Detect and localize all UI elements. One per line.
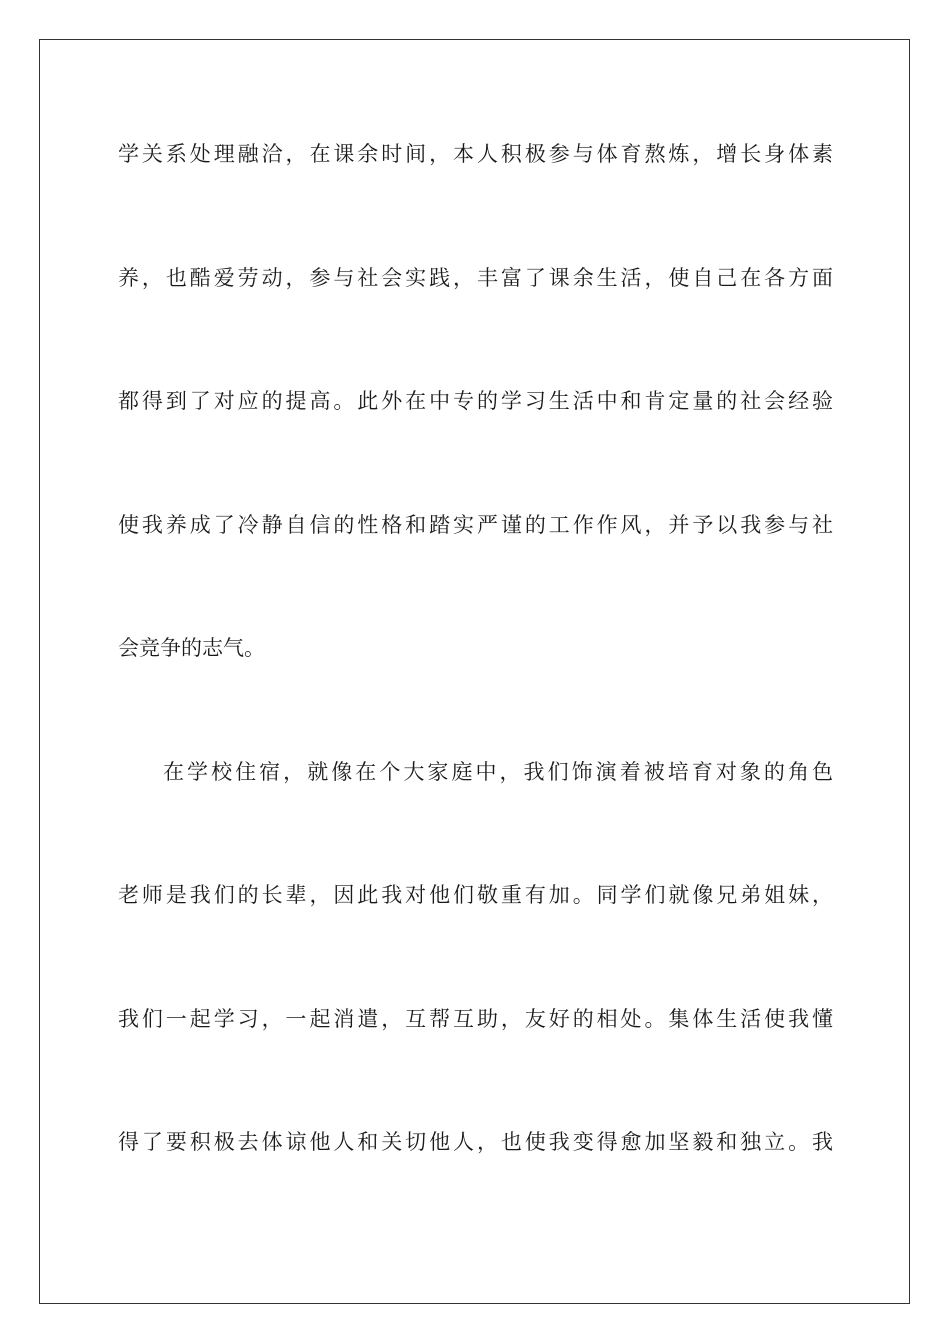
paragraph-line: 得了要积极去体谅他人和关切他人，也使我变得愈加坚毅和独立。我 <box>118 1130 833 1154</box>
paragraph-line: 使我养成了冷静自信的性格和踏实严谨的工作作风，并予以我参与社 <box>118 513 833 537</box>
paragraph-line: 在学校住宿，就像在个大家庭中，我们饰演着被培育对象的角色 <box>163 760 833 784</box>
paragraph-line: 养，也酷爱劳动，参与社会实践，丰富了课余生活，使自己在各方面 <box>118 266 833 290</box>
document-page <box>39 39 910 1304</box>
paragraph-line: 会竞争的志气。 <box>118 636 265 660</box>
paragraph-line: 我们一起学习，一起消遣，互帮互助，友好的相处。集体生活使我懂 <box>118 1007 833 1031</box>
paragraph-line: 都得到了对应的提高。此外在中专的学习生活中和肯定量的社会经验 <box>118 389 833 413</box>
paragraph-line: 学关系处理融洽，在课余时间，本人积极参与体育熬炼，增长身体素 <box>118 142 833 166</box>
paragraph-line: 老师是我们的长辈，因此我对他们敬重有加。同学们就像兄弟姐妹， <box>118 883 833 907</box>
